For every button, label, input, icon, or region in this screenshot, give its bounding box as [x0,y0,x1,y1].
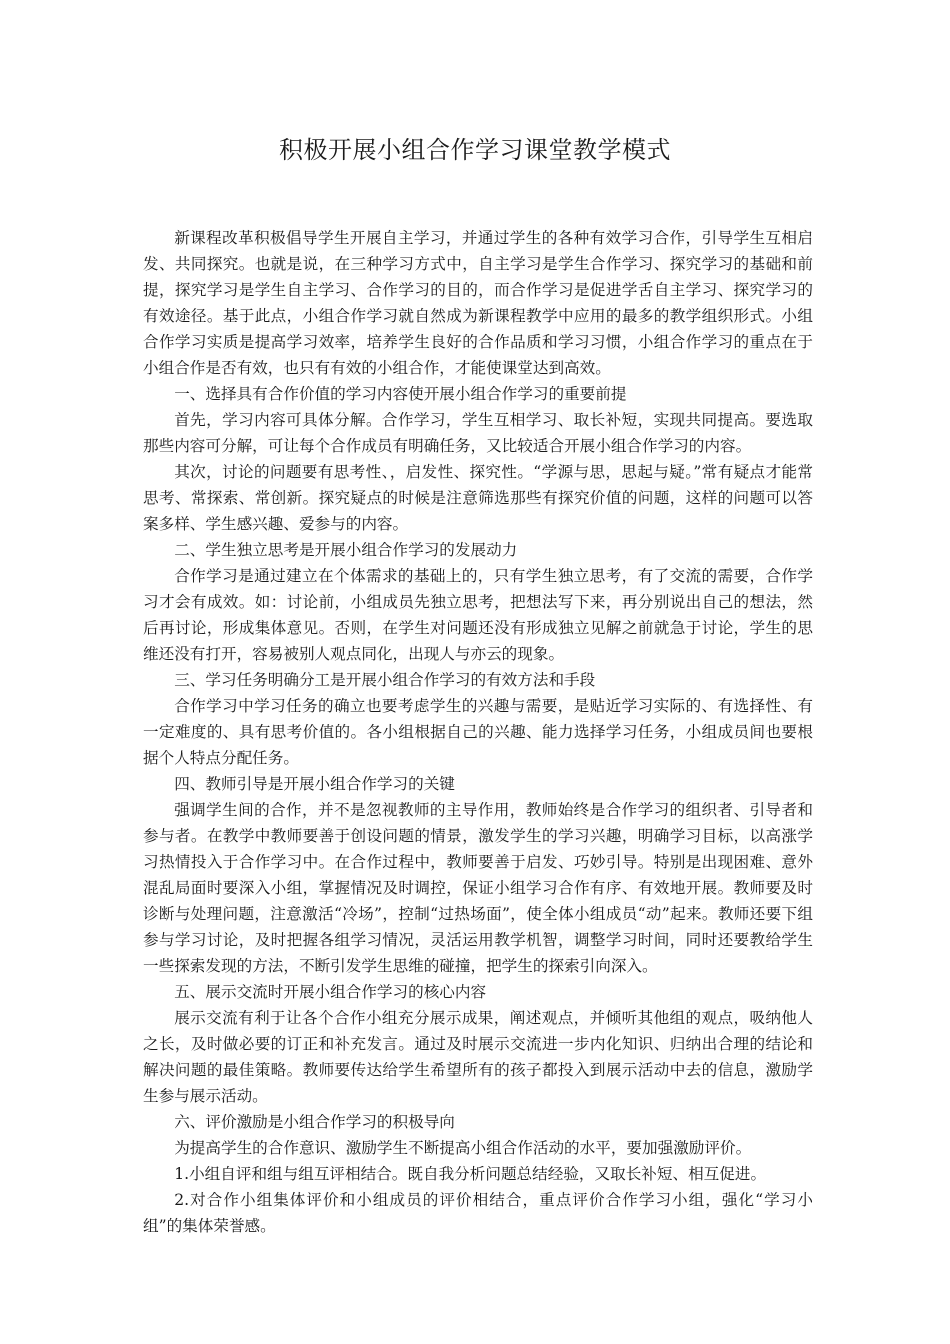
section-heading: 五、展示交流时开展小组合作学习的核心内容 [174,983,487,1001]
document-title: 积极开展小组合作学习课堂教学模式 [279,136,671,164]
paragraph: 强调学生间的合作，并不是忽视教师的主导作用，教师始终是合作学习的组织者、引导者和参与者。在教学中教师要善于创设问题的情景，激发学生的学习兴趣，明确学习目标，以高涨学习热情投入于合作学习中。在合作过程中，教师要善于启发、巧妙引导。特别是出现困难、意外混乱局面时要深入小组，掌握情况及时调控，保证小组学习合作有序、有效地开展。教师要及时诊断与处理问题，注意激活“冷场”，控制“过热场面”，使全体小组成员“动”起来。教师还要下组参与学习讨论，及时把握各组学习情况，灵活运用教学机智，调整学习时间，同时还要教给学生一些探索发现的方法，不断引发学生思维的碰撞，把学生的探索引向深入。 [143,801,813,975]
paragraph: 合作学习中学习任务的确立也要考虑学生的兴趣与需要，是贴近学习实际的、有选择性、有一定难度的、具有思考价值的。各小组根据自己的兴趣、能力选择学习任务，小组成员间也要根据个人特点分配任务。 [143,697,813,767]
paragraph: 2.对合作小组集体评价和小组成员的评价相结合，重点评价合作学习小组，强化“学习小组”的集体荣誉感。 [143,1191,813,1235]
section-heading: 一、选择具有合作价值的学习内容使开展小组合作学习的重要前提 [174,385,627,403]
document-body [143,225,813,1239]
paragraph: 其次，讨论的问题要有思考性、，启发性、探究性。“学源与思，思起与疑。”常有疑点才能常思考、常探索、常创新。探究疑点的时候是注意筛选那些有探究价值的问题，这样的问题可以答案多样、学生感兴趣、爱参与的内容。 [143,463,813,533]
paragraph: 合作学习是通过建立在个体需求的基础上的，只有学生独立思考，有了交流的需要，合作学习才会有成效。如：讨论前，小组成员先独立思考，把想法写下来，再分别说出自己的想法，然后再讨论，形成集体意见。否则，在学生对问题还没有形成独立见解之前就急于讨论，学生的思维还没有打开，容易被别人观点同化，出现人与亦云的现象。 [143,567,813,663]
paragraph: 首先，学习内容可具体分解。合作学习，学生互相学习、取长补短，实现共同提高。要选取那些内容可分解，可让每个合作成员有明确任务，又比较适合开展小组合作学习的内容。 [143,411,813,455]
section-heading: 六、评价激励是小组合作学习的积极导向 [174,1113,455,1131]
paragraph: 新课程改革积极倡导学生开展自主学习，并通过学生的各种有效学习合作，引导学生互相启发、共同探究。也就是说，在三种学习方式中，自主学习是学生合作学习、探究学习的基础和前提，探究学习是学生自主学习、合作学习的目的，而合作学习是促进学舌自主学习、探究学习的有效途径。基于此点，小组合作学习就自然成为新课程教学中应用的最多的教学组织形式。小组合作学习实质是提高学习效率，培养学生良好的合作品质和学习习惯，小组合作学习的重点在于小组合作是否有效，也只有有效的小组合作，才能使课堂达到高效。 [143,229,813,377]
section-heading: 三、学习任务明确分工是开展小组合作学习的有效方法和手段 [174,671,596,689]
paragraph: 1.小组自评和组与组互评相结合。既自我分析问题总结经验，又取长补短、相互促进。 [174,1165,767,1183]
section-heading: 四、教师引导是开展小组合作学习的关键 [174,775,455,793]
paragraph: 展示交流有利于让各个合作小组充分展示成果，阐述观点，并倾听其他组的观点，吸纳他人之长，及时做必要的订正和补充发言。通过及时展示交流进一步内化知识、归纳出合理的结论和解决问题的最佳策略。教师要传达给学生希望所有的孩子都投入到展示活动中去的信息，激励学生参与展示活动。 [143,1009,813,1105]
paragraph: 为提高学生的合作意识、激励学生不断提高小组合作活动的水平，要加强激励评价。 [174,1139,752,1157]
section-heading: 二、学生独立思考是开展小组合作学习的发展动力 [174,541,518,559]
